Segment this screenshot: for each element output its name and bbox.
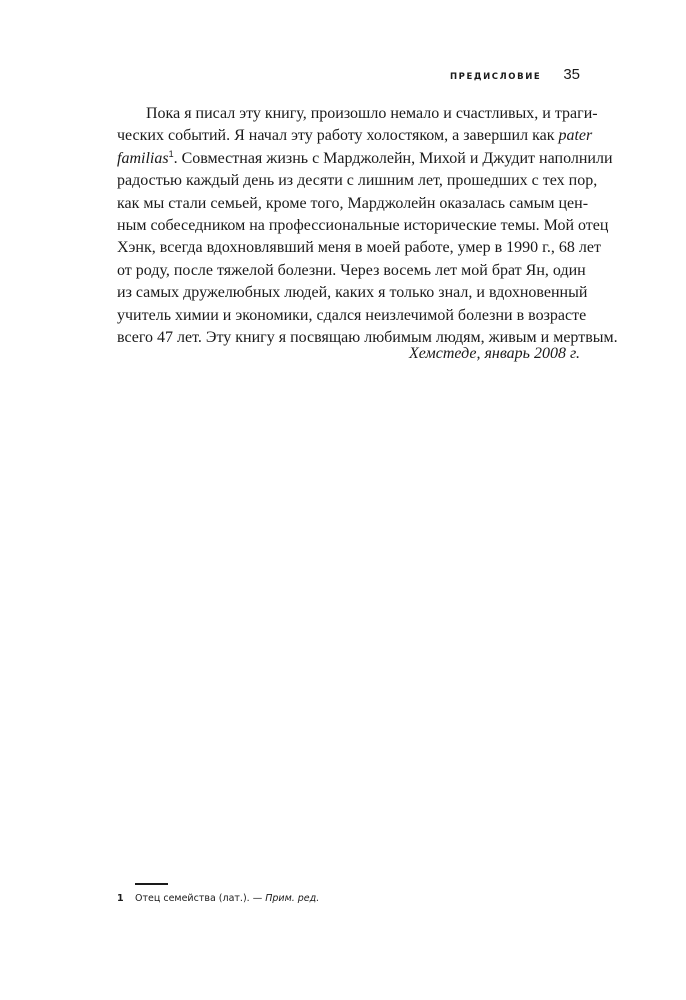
paragraph-text: . Совместная жизнь с Марджолейн, Михой и Джудит наполнили	[173, 149, 613, 167]
paragraph-line: радостью каждый день из десяти с лишним лет, прошедших с тех пор,	[117, 172, 598, 190]
paragraph-text: ческих событий. Я начал эту работу холостяком, а завершил как	[117, 127, 559, 145]
signature-place-date: Хемстеде, январь 2008 г.	[409, 345, 580, 362]
footnote-number: 1	[117, 893, 124, 904]
paragraph-line: учитель химии и экономики, сдался неизлечимой болезни в возрасте	[117, 306, 587, 324]
paragraph-line: как мы стали семьей, кроме того, Марджолейн оказалась самым цен-	[117, 194, 589, 212]
footnote-text	[135, 893, 319, 904]
footnote	[117, 893, 567, 904]
paragraph-line: из самых дружелюбных людей, каких я только знал, и вдохновенный	[117, 284, 588, 302]
footnote-body: Отец семейства (лат.). —	[135, 893, 266, 904]
paragraph-line: от роду, после тяжелой болезни. Через восемь лет мой брат Ян, один	[117, 261, 586, 279]
paragraph-line	[117, 148, 613, 170]
footnote-ref[interactable]: 1	[168, 148, 174, 159]
paragraph-line	[117, 125, 593, 147]
page-number: 35	[563, 66, 580, 83]
paragraph-line: Пока я писал эту книгу, произошло немало и счастливых, и траги-	[146, 105, 598, 122]
latin-term: pater	[558, 127, 593, 145]
section-title: ПРЕДИСЛОВИЕ	[449, 72, 542, 82]
paragraph-line: Хэнк, всегда вдохновлявший меня в моей работе, умер в 1990 г., 68 лет	[117, 239, 601, 257]
editor-note: Прим. ред.	[265, 893, 320, 904]
paragraph-line: всего 47 лет. Эту книгу я посвящаю любимым людям, живым и мертвым.	[117, 328, 618, 346]
body-paragraph	[117, 103, 618, 349]
latin-term: familias	[117, 149, 169, 167]
footnote-divider	[135, 883, 168, 885]
running-head	[450, 66, 580, 83]
paragraph-line: ным собеседником на профессиональные исторические темы. Мой отец	[117, 216, 609, 234]
